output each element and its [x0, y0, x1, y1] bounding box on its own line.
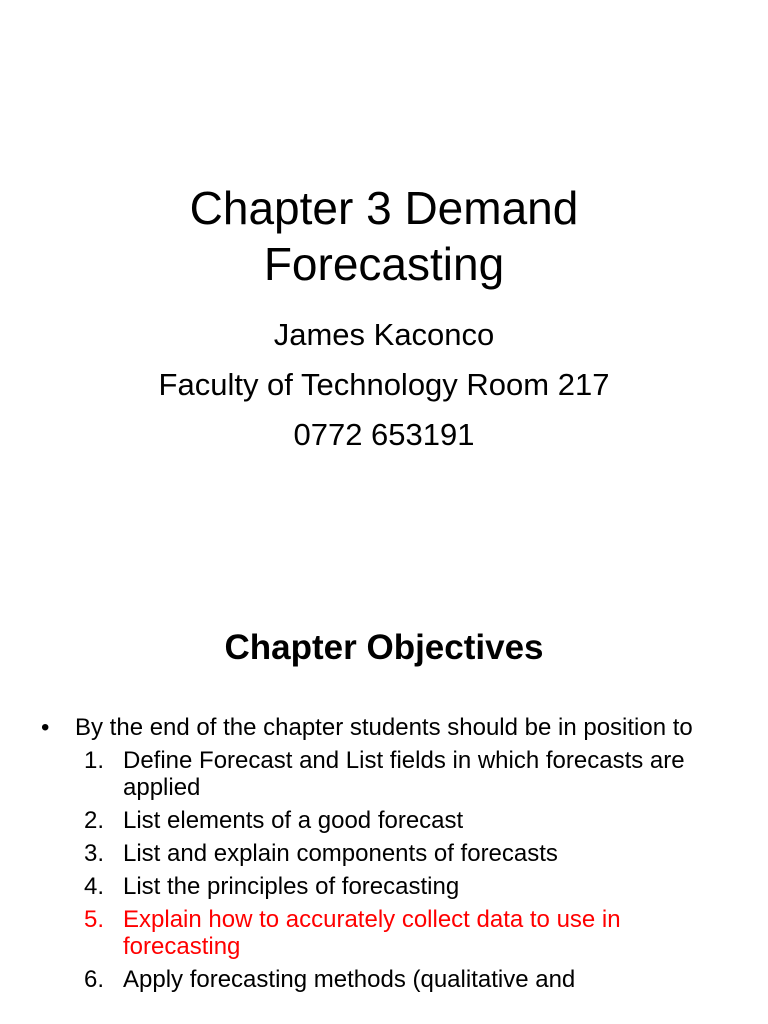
list-item-number: 6.	[84, 966, 105, 993]
slide-title	[0, 180, 768, 292]
intro-text: By the end of the chapter students should be in position to	[75, 714, 693, 741]
list-item	[0, 840, 768, 867]
objectives-slide	[0, 576, 768, 1024]
list-item	[0, 966, 768, 993]
slide-title-line-2: Forecasting	[263, 238, 505, 290]
list-item-text: List elements of a good forecast	[123, 807, 464, 834]
list-item-highlighted	[0, 906, 768, 960]
list-item-text: Apply forecasting methods (qualitative and	[123, 966, 576, 993]
intro-bullet	[0, 714, 768, 741]
slide-subtitle	[0, 310, 768, 460]
bullet-icon: •	[41, 714, 50, 741]
list-item-text: Define Forecast and List fields in which forecasts are applied	[123, 747, 685, 801]
author-location: Faculty of Technology Room 217	[158, 367, 610, 402]
objectives-list	[0, 747, 768, 993]
author-phone: 0772 653191	[293, 417, 475, 452]
list-item-number: 3.	[84, 840, 105, 867]
author-name: James Kaconco	[273, 317, 495, 352]
list-item-number: 1.	[84, 747, 105, 774]
slide-title-line-1: Chapter 3 Demand	[189, 182, 579, 234]
list-item	[0, 873, 768, 900]
list-item	[0, 747, 768, 801]
list-item-text: List the principles of forecasting	[123, 873, 460, 900]
objectives-title: Chapter Objectives	[224, 628, 544, 667]
list-item-number: 4.	[84, 873, 105, 900]
list-item-text: Explain how to accurately collect data to use in forecasting	[123, 906, 621, 960]
objectives-body	[0, 714, 768, 999]
list-item-number: 5.	[84, 906, 105, 933]
list-item-number: 2.	[84, 807, 105, 834]
list-item-text: List and explain components of forecasts	[123, 840, 558, 867]
list-item	[0, 807, 768, 834]
